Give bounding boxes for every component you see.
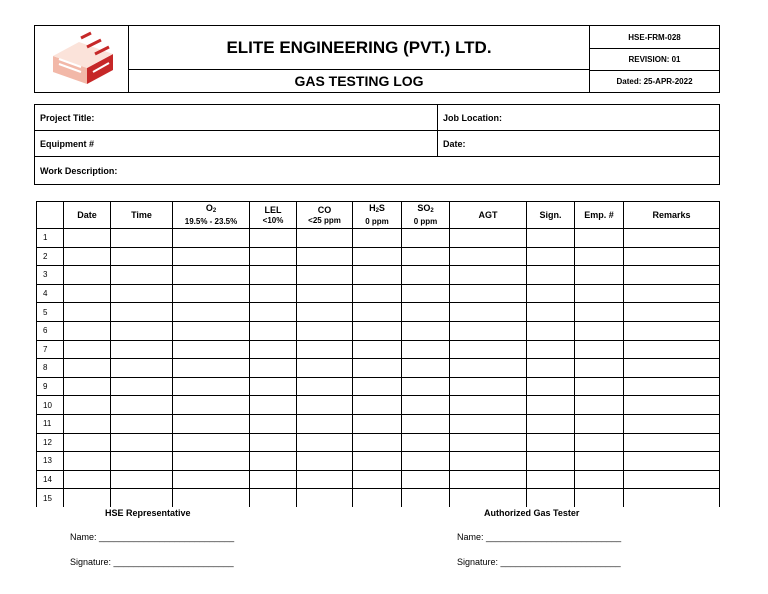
table-cell[interactable] bbox=[353, 489, 402, 508]
table-cell[interactable] bbox=[297, 452, 353, 471]
col-h2s bbox=[353, 202, 402, 229]
table-cell[interactable] bbox=[173, 266, 250, 285]
table-cell[interactable] bbox=[173, 470, 250, 489]
table-cell[interactable] bbox=[624, 359, 720, 378]
table-cell[interactable] bbox=[527, 377, 575, 396]
h2s-subscript: 2 bbox=[375, 208, 379, 214]
table-cell[interactable] bbox=[575, 266, 624, 285]
work-description-field[interactable]: Work Description: bbox=[40, 165, 118, 176]
gas-testing-table bbox=[36, 201, 720, 507]
table-cell[interactable] bbox=[402, 452, 450, 471]
document-title: GAS TESTING LOG bbox=[294, 73, 424, 89]
table-cell[interactable] bbox=[450, 359, 527, 378]
table-row bbox=[37, 377, 720, 396]
table-cell[interactable] bbox=[450, 470, 527, 489]
co-label: CO bbox=[317, 204, 332, 215]
row-number: 7 bbox=[37, 340, 64, 359]
table-cell[interactable] bbox=[450, 247, 527, 266]
table-cell[interactable] bbox=[111, 321, 173, 340]
table-cell[interactable] bbox=[173, 433, 250, 452]
table-cell[interactable] bbox=[297, 266, 353, 285]
table-cell[interactable] bbox=[111, 452, 173, 471]
table-cell[interactable] bbox=[353, 284, 402, 303]
table-cell[interactable] bbox=[624, 247, 720, 266]
table-cell[interactable] bbox=[173, 284, 250, 303]
table-cell[interactable] bbox=[402, 321, 450, 340]
table-cell[interactable] bbox=[64, 452, 111, 471]
table-cell[interactable] bbox=[353, 321, 402, 340]
table-cell[interactable] bbox=[624, 321, 720, 340]
job-location-field[interactable]: Job Location: bbox=[443, 112, 502, 123]
row-number: 3 bbox=[37, 266, 64, 285]
table-cell[interactable] bbox=[353, 396, 402, 415]
table-cell[interactable] bbox=[250, 266, 297, 285]
table-cell[interactable] bbox=[575, 284, 624, 303]
table-cell[interactable] bbox=[450, 377, 527, 396]
table-cell[interactable] bbox=[64, 229, 111, 248]
h2s-label-a: H bbox=[369, 203, 376, 213]
table-cell[interactable] bbox=[173, 452, 250, 471]
table-cell[interactable] bbox=[173, 247, 250, 266]
table-cell[interactable] bbox=[575, 247, 624, 266]
table-cell[interactable] bbox=[575, 377, 624, 396]
table-cell[interactable] bbox=[111, 377, 173, 396]
col-so2 bbox=[402, 202, 450, 229]
table-cell[interactable] bbox=[402, 396, 450, 415]
table-cell[interactable] bbox=[250, 452, 297, 471]
col-date: Date bbox=[64, 202, 111, 229]
table-cell[interactable] bbox=[297, 284, 353, 303]
table-cell[interactable] bbox=[575, 229, 624, 248]
table-cell[interactable] bbox=[450, 284, 527, 303]
info-row bbox=[35, 157, 719, 184]
table-cell[interactable] bbox=[297, 229, 353, 248]
table-cell[interactable] bbox=[250, 340, 297, 359]
lel-limit: <10% bbox=[262, 215, 284, 225]
table-cell[interactable] bbox=[527, 433, 575, 452]
h2s-limit: 0 ppm bbox=[365, 217, 389, 226]
company-logo bbox=[35, 26, 129, 92]
hse-signature-line[interactable]: Signature: ________________________ bbox=[70, 557, 234, 567]
so2-subscript: 2 bbox=[430, 208, 434, 214]
table-cell[interactable] bbox=[64, 489, 111, 508]
table-cell[interactable] bbox=[353, 414, 402, 433]
table-cell[interactable] bbox=[402, 247, 450, 266]
project-title-field[interactable]: Project Title: bbox=[35, 105, 438, 130]
table-cell[interactable] bbox=[250, 321, 297, 340]
h2s-label-b: S bbox=[378, 203, 385, 213]
table-cell[interactable] bbox=[64, 377, 111, 396]
table-cell[interactable] bbox=[173, 359, 250, 378]
table-cell[interactable] bbox=[297, 377, 353, 396]
table-cell[interactable] bbox=[624, 396, 720, 415]
row-number: 8 bbox=[37, 359, 64, 378]
row-number: 2 bbox=[37, 247, 64, 266]
row-number: 14 bbox=[37, 470, 64, 489]
table-cell[interactable] bbox=[527, 396, 575, 415]
table-cell[interactable] bbox=[64, 247, 111, 266]
col-co bbox=[297, 202, 353, 229]
table-cell[interactable] bbox=[173, 340, 250, 359]
table-cell[interactable] bbox=[64, 433, 111, 452]
table-cell[interactable] bbox=[624, 229, 720, 248]
table-cell[interactable] bbox=[624, 452, 720, 471]
tester-signature-line[interactable]: Signature: ________________________ bbox=[457, 557, 621, 567]
table-body bbox=[37, 229, 720, 508]
form-header bbox=[34, 25, 720, 93]
col-remarks: Remarks bbox=[624, 202, 720, 229]
table-cell[interactable] bbox=[297, 396, 353, 415]
table-cell[interactable] bbox=[575, 414, 624, 433]
table-row bbox=[37, 470, 720, 489]
logo-cell bbox=[35, 26, 129, 92]
col-time: Time bbox=[111, 202, 173, 229]
table-cell[interactable] bbox=[111, 489, 173, 508]
table-cell[interactable] bbox=[527, 340, 575, 359]
table-cell[interactable] bbox=[575, 396, 624, 415]
table-cell[interactable] bbox=[575, 470, 624, 489]
table-cell[interactable] bbox=[527, 266, 575, 285]
table-cell[interactable] bbox=[64, 266, 111, 285]
table-cell[interactable] bbox=[111, 359, 173, 378]
table-cell[interactable] bbox=[353, 340, 402, 359]
table-cell[interactable] bbox=[624, 470, 720, 489]
col-sign: Sign. bbox=[527, 202, 575, 229]
table-cell[interactable] bbox=[353, 303, 402, 322]
table-cell[interactable] bbox=[624, 414, 720, 433]
table-row bbox=[37, 396, 720, 415]
table-cell[interactable] bbox=[64, 321, 111, 340]
table-cell[interactable] bbox=[64, 396, 111, 415]
table-row bbox=[37, 414, 720, 433]
table-cell[interactable] bbox=[527, 452, 575, 471]
table-cell[interactable] bbox=[111, 247, 173, 266]
table-cell[interactable] bbox=[173, 377, 250, 396]
row-number: 9 bbox=[37, 377, 64, 396]
revision: REVISION: 01 bbox=[590, 48, 719, 70]
table-cell[interactable] bbox=[173, 303, 250, 322]
table-cell[interactable] bbox=[173, 229, 250, 248]
table-cell[interactable] bbox=[575, 303, 624, 322]
table-cell[interactable] bbox=[527, 359, 575, 378]
table-cell[interactable] bbox=[624, 266, 720, 285]
table-cell[interactable] bbox=[575, 340, 624, 359]
table-row bbox=[37, 321, 720, 340]
lel-label: LEL bbox=[264, 204, 282, 215]
table-header-row bbox=[37, 202, 720, 229]
table-cell[interactable] bbox=[402, 340, 450, 359]
table-cell[interactable] bbox=[353, 377, 402, 396]
table-cell[interactable] bbox=[527, 321, 575, 340]
col-number bbox=[37, 202, 64, 229]
table-row bbox=[37, 247, 720, 266]
table-cell[interactable] bbox=[111, 266, 173, 285]
table-cell[interactable] bbox=[250, 414, 297, 433]
table-row bbox=[37, 266, 720, 285]
table-cell[interactable] bbox=[250, 359, 297, 378]
table-cell[interactable] bbox=[353, 359, 402, 378]
equipment-field[interactable]: Equipment # bbox=[35, 131, 438, 156]
table-cell[interactable] bbox=[353, 247, 402, 266]
title-cell bbox=[129, 26, 590, 92]
table-cell[interactable] bbox=[402, 266, 450, 285]
table-cell[interactable] bbox=[450, 266, 527, 285]
table-cell[interactable] bbox=[173, 414, 250, 433]
table-cell[interactable] bbox=[250, 433, 297, 452]
table-cell[interactable] bbox=[624, 433, 720, 452]
table-cell[interactable] bbox=[450, 433, 527, 452]
table-cell[interactable] bbox=[527, 229, 575, 248]
table-cell[interactable] bbox=[575, 433, 624, 452]
co-limit: <25 ppm bbox=[308, 215, 341, 225]
col-emp: Emp. # bbox=[575, 202, 624, 229]
table-cell[interactable] bbox=[250, 489, 297, 508]
col-lel bbox=[250, 202, 297, 229]
table-row bbox=[37, 489, 720, 508]
table-cell[interactable] bbox=[173, 321, 250, 340]
table-cell[interactable] bbox=[450, 396, 527, 415]
table-cell[interactable] bbox=[575, 489, 624, 508]
table-cell[interactable] bbox=[402, 303, 450, 322]
row-number: 4 bbox=[37, 284, 64, 303]
table-cell[interactable] bbox=[173, 489, 250, 508]
table-cell[interactable] bbox=[527, 470, 575, 489]
job-info bbox=[34, 104, 720, 185]
table-cell[interactable] bbox=[64, 470, 111, 489]
table-row bbox=[37, 452, 720, 471]
table-row bbox=[37, 303, 720, 322]
table-row bbox=[37, 340, 720, 359]
table-cell[interactable] bbox=[353, 433, 402, 452]
row-number: 12 bbox=[37, 433, 64, 452]
table-cell[interactable] bbox=[297, 340, 353, 359]
date-field[interactable]: Date: bbox=[443, 138, 466, 149]
table-cell[interactable] bbox=[450, 229, 527, 248]
col-o2 bbox=[173, 202, 250, 229]
table-cell[interactable] bbox=[64, 414, 111, 433]
table-cell[interactable] bbox=[402, 433, 450, 452]
row-number: 11 bbox=[37, 414, 64, 433]
table-cell[interactable] bbox=[624, 377, 720, 396]
table-cell[interactable] bbox=[111, 470, 173, 489]
info-row bbox=[35, 105, 719, 131]
company-name: ELITE ENGINEERING (PVT.) LTD. bbox=[129, 26, 589, 70]
table-cell[interactable] bbox=[624, 284, 720, 303]
table-cell[interactable] bbox=[250, 377, 297, 396]
o2-label: O bbox=[205, 203, 213, 213]
table-cell[interactable] bbox=[297, 470, 353, 489]
table-cell[interactable] bbox=[297, 414, 353, 433]
table-cell[interactable] bbox=[111, 303, 173, 322]
table-cell[interactable] bbox=[527, 247, 575, 266]
table-cell[interactable] bbox=[402, 414, 450, 433]
table-cell[interactable] bbox=[64, 284, 111, 303]
o2-range: 19.5% - 23.5% bbox=[184, 217, 238, 226]
table-cell[interactable] bbox=[624, 489, 720, 508]
table-cell[interactable] bbox=[64, 303, 111, 322]
table-cell[interactable] bbox=[450, 452, 527, 471]
table-cell[interactable] bbox=[297, 321, 353, 340]
table-cell[interactable] bbox=[527, 489, 575, 508]
table-cell[interactable] bbox=[402, 284, 450, 303]
tester-name-line[interactable]: Name: ___________________________ bbox=[457, 532, 622, 542]
table-cell[interactable] bbox=[250, 229, 297, 248]
gas-tester-heading: Authorized Gas Tester bbox=[484, 508, 580, 518]
so2-limit: 0 ppm bbox=[413, 217, 438, 226]
table-cell[interactable] bbox=[297, 433, 353, 452]
table-cell[interactable] bbox=[111, 414, 173, 433]
table-cell[interactable] bbox=[402, 470, 450, 489]
table-cell[interactable] bbox=[450, 321, 527, 340]
row-number: 6 bbox=[37, 321, 64, 340]
row-number: 1 bbox=[37, 229, 64, 248]
table-cell[interactable] bbox=[250, 247, 297, 266]
table-cell[interactable] bbox=[575, 359, 624, 378]
table-cell[interactable] bbox=[624, 303, 720, 322]
table-cell[interactable] bbox=[527, 303, 575, 322]
table-cell[interactable] bbox=[297, 489, 353, 508]
row-number: 13 bbox=[37, 452, 64, 471]
table-cell[interactable] bbox=[402, 377, 450, 396]
table-cell[interactable] bbox=[402, 489, 450, 508]
table-cell[interactable] bbox=[111, 229, 173, 248]
form-code: HSE-FRM-028 bbox=[628, 32, 681, 42]
table-cell[interactable] bbox=[353, 452, 402, 471]
table-cell[interactable] bbox=[173, 396, 250, 415]
table-cell[interactable] bbox=[353, 229, 402, 248]
table-cell[interactable] bbox=[575, 452, 624, 471]
row-number: 5 bbox=[37, 303, 64, 322]
table-cell[interactable] bbox=[250, 470, 297, 489]
table-cell[interactable] bbox=[353, 266, 402, 285]
table-cell[interactable] bbox=[111, 433, 173, 452]
table-cell[interactable] bbox=[111, 340, 173, 359]
table-cell[interactable] bbox=[64, 359, 111, 378]
table-row bbox=[37, 359, 720, 378]
table-row bbox=[37, 229, 720, 248]
table-cell[interactable] bbox=[250, 303, 297, 322]
table-cell[interactable] bbox=[297, 247, 353, 266]
table-cell[interactable] bbox=[450, 414, 527, 433]
table-cell[interactable] bbox=[575, 321, 624, 340]
table-cell[interactable] bbox=[527, 284, 575, 303]
table-cell[interactable] bbox=[527, 414, 575, 433]
col-agt: AGT bbox=[450, 202, 527, 229]
table-cell[interactable] bbox=[624, 340, 720, 359]
table-row bbox=[37, 284, 720, 303]
document-meta bbox=[590, 26, 719, 92]
table-cell[interactable] bbox=[450, 303, 527, 322]
table-row bbox=[37, 433, 720, 452]
row-number: 10 bbox=[37, 396, 64, 415]
table-cell[interactable] bbox=[111, 396, 173, 415]
dated: Dated: 25-APR-2022 bbox=[590, 70, 719, 92]
row-number: 15 bbox=[37, 489, 64, 508]
table-cell[interactable] bbox=[250, 396, 297, 415]
table-cell[interactable] bbox=[353, 470, 402, 489]
table-cell[interactable] bbox=[402, 229, 450, 248]
hse-name-line[interactable]: Name: ___________________________ bbox=[70, 532, 235, 542]
table-cell[interactable] bbox=[297, 303, 353, 322]
table-cell[interactable] bbox=[402, 359, 450, 378]
table-cell[interactable] bbox=[450, 340, 527, 359]
table-cell[interactable] bbox=[297, 359, 353, 378]
so2-label: SO bbox=[417, 203, 431, 213]
table-cell[interactable] bbox=[64, 340, 111, 359]
info-row bbox=[35, 131, 719, 157]
hse-representative-heading: HSE Representative bbox=[105, 508, 191, 518]
table-cell[interactable] bbox=[450, 489, 527, 508]
table-cell[interactable] bbox=[250, 284, 297, 303]
table-cell[interactable] bbox=[111, 284, 173, 303]
o2-subscript: 2 bbox=[212, 208, 217, 214]
